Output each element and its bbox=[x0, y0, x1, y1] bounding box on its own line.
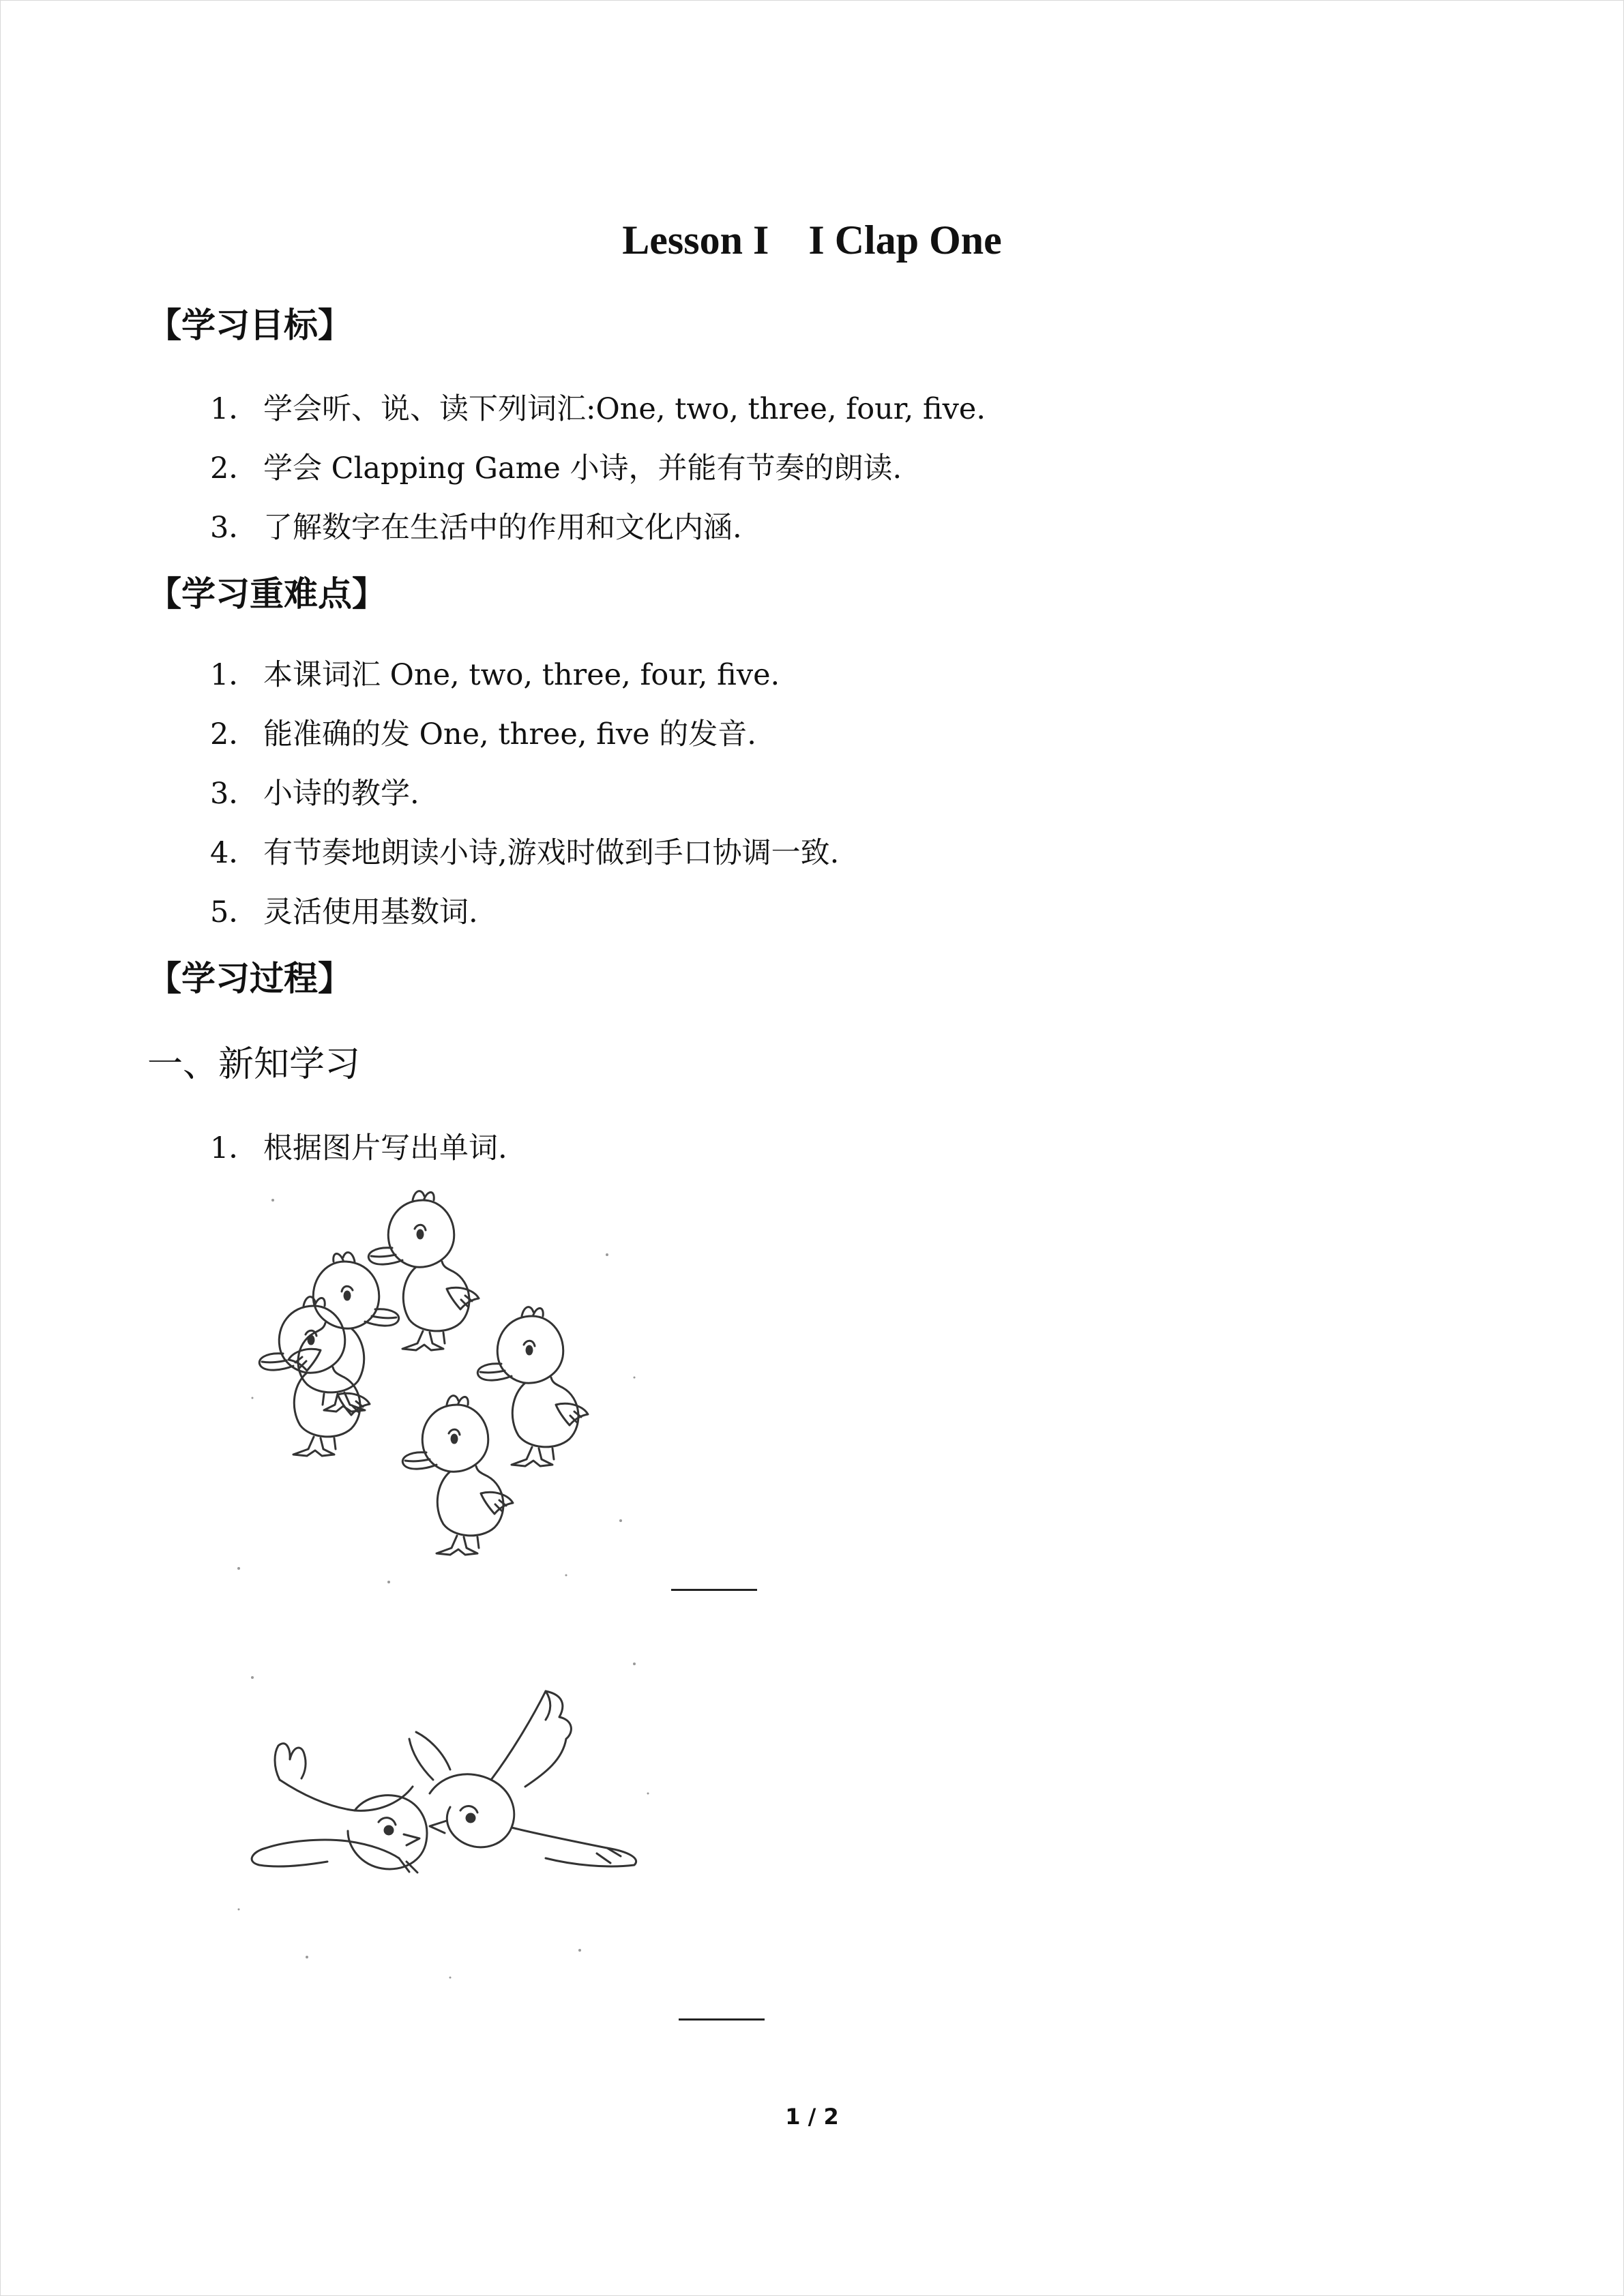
title-lesson: Lesson I bbox=[622, 218, 769, 263]
section-heading-goals: 【学习目标】 bbox=[147, 305, 352, 345]
key-point-item: 5． 灵活使用基数词. bbox=[210, 895, 478, 929]
section-heading-key-points: 【学习重难点】 bbox=[147, 574, 386, 614]
key-point-item: 3． 小诗的教学. bbox=[210, 777, 419, 811]
key-point-item: 4． 有节奏地朗读小诗,游戏时做到手口协调一致. bbox=[210, 836, 840, 870]
section-heading-process: 【学习过程】 bbox=[147, 959, 352, 998]
title-name: I Clap One bbox=[808, 218, 1002, 263]
five-ducklings-drawing bbox=[225, 1173, 648, 1596]
answer-blank-2[interactable] bbox=[679, 2018, 765, 2021]
key-point-item: 1． 本课词汇 One, two, three, four, five. bbox=[210, 658, 780, 692]
page-number: 1 / 2 bbox=[785, 2104, 839, 2130]
goal-item: 2． 学会 Clapping Game 小诗，并能有节奏的朗读. bbox=[210, 451, 902, 486]
goal-item: 1． 学会听、说、读下列词汇:One, two, three, four, five. bbox=[210, 392, 986, 426]
part-one-heading: 一、新知学习 bbox=[147, 1044, 361, 1085]
goal-item: 3． 了解数字在生活中的作用和文化内涵. bbox=[210, 511, 742, 545]
question-item: 1． 根据图片写出单词. bbox=[210, 1131, 507, 1165]
two-birds-drawing bbox=[225, 1637, 662, 1991]
page-title bbox=[0, 210, 1624, 270]
key-point-item: 2． 能准确的发 One, three, five 的发音. bbox=[210, 717, 756, 751]
answer-blank-1[interactable] bbox=[671, 1589, 757, 1591]
